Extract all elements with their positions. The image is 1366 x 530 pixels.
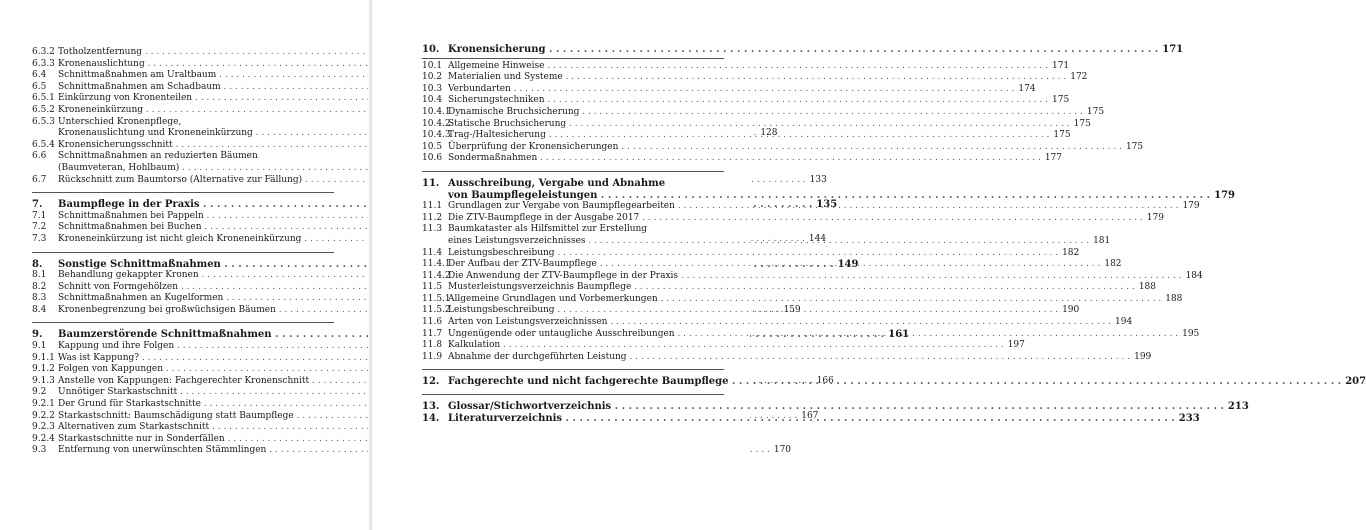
toc-entry [422,270,1203,283]
toc-entry-number: 6.6 [32,151,47,162]
toc-entry-page-number: 197 [1007,340,1025,351]
toc-entry-title: Schnitt von Formgehölzen . . . [58,282,682,294]
toc-entry-title: Baumpflege in der Praxis . . . [58,199,812,211]
toc-entry-page-number: 195 [1182,328,1200,339]
section-divider [32,322,334,323]
toc-entry [422,224,724,236]
toc-entry-number: 10.3 [422,83,443,94]
toc-entry [32,387,334,399]
toc-entry-page-number: 182 [1104,259,1122,270]
toc-entry [422,118,1091,131]
toc-entry [422,247,1080,260]
toc-entry [32,211,334,223]
toc-entry-number: 9.1.3 [32,375,55,386]
toc-entry-number: 11.9 [422,351,443,362]
toc-entry-title: Rückschnitt zum Baumtorso (Alternative zur Fällung) . . . [58,175,806,187]
toc-entry-page-number: 199 [1134,351,1152,362]
toc-entry-page-number: 179 [1214,189,1235,201]
toc-entry-title: Materialien und Systeme . . . [448,72,1066,84]
toc-entry-number: 6.5 [32,81,47,92]
toc-entry-number: 6.5.3 [32,116,55,127]
toc-entry-title: Glossar/Stichwortverzeichnis . . . [448,401,1224,413]
toc-entry-page-number: 181 [1093,235,1111,246]
section-divider [422,369,724,370]
toc-entry [422,72,1088,84]
toc-entry-number: 7. [32,199,43,211]
toc-entry-title: Schnittmaßnahmen bei Buchen . . . [58,222,705,234]
toc-entry-number: 9.2.1 [32,399,55,410]
toc-entry-page-number: 177 [1044,153,1062,164]
toc-entry-page-number: 161 [888,329,910,341]
toc-entry-page-number: 179 [1182,201,1200,212]
toc-entry [422,60,1070,73]
toc-entry [422,351,1152,364]
toc-entry-title: Totholzentfernung . . . [58,47,646,59]
toc-entry-title: Überprüfung der Kronensicherungen . . . [448,142,1122,154]
section-divider [422,58,724,59]
toc-entry-page-number: 207 [1345,376,1366,388]
toc-entry-title: Schnittmaßnahmen an reduzierten Bäumen [58,151,258,162]
toc-entry-number: 11.3 [422,224,443,235]
toc-entry [422,317,1133,329]
toc-entry-title: Ungenügende oder untaugliche Ausschreibungen . . . [448,329,1178,341]
toc-entry-title: Leistungsbeschreibung . . . [448,305,1058,317]
toc-entry [32,293,334,305]
toc-entry-number: 8.2 [32,281,47,292]
toc-entry-title: Kronensicherungsschnitt . . . [58,140,676,152]
toc-entry-number: 11.5.1 [422,293,451,304]
toc-entry-title: Unterschied Kronenpflege, [58,116,182,127]
toc-entry-number: 6.3.2 [32,47,55,57]
toc-entry-page-number: 170 [773,445,792,456]
toc-entry-page-number: 174 [1018,83,1036,94]
toc-entry [422,153,1062,165]
toc-entry-number: 11.5 [422,282,443,293]
toc-entry-title: Schnittmaßnahmen am Uraltbaum . . . [58,70,720,82]
toc-entry-number: 6.5.2 [32,104,55,115]
toc-entry-number: 7.3 [32,233,47,244]
toc-entry-title: Literaturverzeichnis . . . [448,413,1175,425]
toc-entry-number: 9.1.2 [32,364,55,375]
toc-entry-number: 8. [32,258,43,270]
toc-entry-title: Kronenauslichtung . . . [58,59,648,71]
toc-entry-title: Allgemeine Grundlagen und Vorbemerkungen . . . [448,294,1161,306]
toc-entry-number: 9.2.4 [32,433,55,444]
toc-entry-title: Alternativen zum Starkastschnitt . . . [58,422,713,434]
toc-chapter-entry [422,178,724,190]
toc-entry-page-number: 149 [837,258,859,270]
toc-entry-number: 14. [422,412,440,424]
toc-entry-number: 8.3 [32,293,47,304]
toc-entry-title: Sondermaßnahmen . . . [448,153,1041,165]
toc-entry-number: 6.5.1 [32,93,55,104]
toc-entry-number: 10.4.1 [422,106,451,117]
toc-entry-number: 6.4 [32,70,47,81]
toc-entry-title: Baumkataster als Hilfsmittel zur Erstellung [448,224,648,235]
toc-entry-title: Ausschreibung, Vergabe und Abnahme [448,177,666,189]
toc-entry-title: Statische Bruchsicherung . . . [448,119,1070,131]
toc-entry-number: 9. [32,329,43,341]
toc-entry [32,140,334,152]
toc-entry-title: Kronenauslichtung und Kroneneinkürzung . . . [58,128,756,140]
toc-entry-page-number: 171 [1051,60,1070,71]
toc-entry-title: Starkastschnitte nur in Sonderfällen . . . [58,434,728,446]
toc-entry-title: Allgemeine Hinweise . . . [448,61,1048,73]
toc-entry-page-number: 167 [801,410,819,421]
toc-entry-title: Was ist Kappung? . . . [58,353,643,365]
section-divider [422,171,724,172]
toc-entry-number: 11.8 [422,340,443,351]
toc-entry-title: Baumzerstörende Schnittmaßnahmen . . . [58,329,884,341]
toc-entry-page-number: 190 [1062,305,1080,316]
toc-entry [32,151,334,163]
toc-entry-page-number: 233 [1178,412,1200,424]
toc-entry-number: 11.4.1 [422,259,451,270]
toc-entry [32,364,334,376]
toc-entry-number: 11.2 [422,212,443,223]
toc-entry-number: 10.5 [422,141,443,152]
toc-chapter-entry [422,44,1184,56]
toc-entry [422,340,1025,352]
toc-entry-page-number: 184 [1185,270,1203,281]
toc-entry-title: Leistungsbeschreibung . . . [448,248,1058,260]
toc-entry-title: Fachgerechte und nicht fachgerechte Baumpflege . . . [448,376,1341,388]
toc-entry [32,59,334,71]
toc-entry-number: 10.4.2 [422,118,451,129]
toc-entry-number: 9.2.3 [32,422,55,433]
toc-entry-number: 13. [422,401,440,413]
toc-entry [32,399,334,411]
toc-entry-number: 11.6 [422,317,443,328]
toc-entry-page-number: 159 [783,304,801,315]
toc-entry-number: 8.4 [32,304,47,315]
toc-entry-title: Verbundarten . . . [448,84,1014,96]
toc-entry [422,106,1105,119]
toc-entry-title: Kappung und ihre Folgen . . . [58,341,678,353]
toc-entry [422,282,1157,294]
toc-entry [32,434,334,446]
toc-entry-number: 7.1 [32,210,47,221]
toc-entry-number: 10.2 [422,72,443,83]
toc-entry-title: Die ZTV-Baumpflege in der Ausgabe 2017 . . . [448,213,1143,225]
toc-entry [422,293,1183,306]
toc-entry-title: Kronensicherung . . . [448,44,1158,56]
toc-entry-title: von Baumpflegeleistungen . . . [448,190,1210,202]
toc-entry-number: 9.1.1 [32,352,55,363]
toc-entry [422,95,1070,107]
toc-entry-number: 11.1 [422,201,443,212]
toc-entry-title: Unnötiger Starkastschnitt . . . [58,387,681,399]
toc-entry-number: 10.4 [422,95,443,106]
toc-entry-number: 6.5.4 [32,139,55,150]
toc-entry-page-number: 175 [1125,141,1144,152]
toc-entry-title: Musterleistungsverzeichnis Baumpflege . . . [448,282,1135,294]
toc-entry-title: Abnahme der durchgeführten Leistung . . . [448,352,1130,364]
toc-entry-title: Sonstige Schnittmaßnahmen . . . [58,259,834,271]
toc-entry [32,282,334,294]
toc-entry-title: Schnittmaßnahmen an Kugelformen . . . [58,293,727,305]
toc-entry [32,270,334,282]
toc-entry-number: 11. [422,177,440,189]
toc-entry [32,163,334,175]
toc-entry-page-number: 175 [1073,118,1091,129]
toc-entry [422,83,1036,96]
toc-entry-title: Kalkulation . . . [448,340,1004,352]
toc-entry-title: Kronenbegrenzung bei großwüchsigen Bäumen . . . [58,305,779,317]
toc-entry-title: Dynamische Bruchsicherung . . . [448,107,1083,119]
toc-entry-title: Einkürzung von Kronenteilen . . . [58,93,696,105]
section-divider [32,252,334,253]
toc-entry-title: Arten von Leistungsverzeichnissen . . . [448,317,1111,329]
toc-entry-title: Die Anwendung der ZTV-Baumpflege in der Praxis . . . [448,271,1182,283]
toc-entry [32,82,334,94]
section-divider [32,192,334,193]
toc-entry-title: Kroneneinkürzung ist nicht gleich Kroneneinkürzung . . . [58,234,805,246]
toc-entry-number: 9.2 [32,387,47,398]
toc-entry-number: 6.7 [32,174,47,185]
toc-entry-title: eines Leistungsverzeichnisses . . . [448,236,1089,248]
toc-entry-title: Kroneneinkürzung . . . [58,105,647,117]
toc-chapter-entry [422,401,1249,413]
toc-entry-page-number: 175 [1086,106,1105,117]
toc-entry-number: 6.3.3 [32,58,55,69]
toc-entry [32,422,334,434]
toc-entry-number: 12. [422,376,440,388]
toc-entry-number: 10. [422,44,440,55]
toc-entry-number: 11.4.2 [422,270,451,281]
toc-entry [32,222,334,234]
toc-entry-number: 11.7 [422,328,443,339]
toc-entry [32,93,334,105]
toc-entry-title: Starkastschnitt: Baumschädigung statt Baumpflege . . . [58,411,797,423]
toc-entry [32,70,334,82]
toc-entry-title: Schnittmaßnahmen bei Pappeln . . . [58,211,707,223]
toc-entry-page-number: 175 [1053,130,1071,141]
toc-entry-title: Schnittmaßnahmen am Schadbaum . . . [58,82,724,94]
toc-entry [32,445,792,457]
section-divider [422,394,724,395]
toc-entry-page-number: 172 [1070,72,1088,83]
toc-entry-number: 9.2.2 [32,410,55,421]
toc-entry-page-number: 188 [1165,293,1183,304]
toc-entry-number: 9.3 [32,445,47,456]
toc-entry [32,47,334,59]
toc-entry-page-number: 179 [1146,212,1164,223]
toc-entry-page-number: 128 [760,128,778,139]
toc-entry-page-number: 133 [809,174,827,185]
toc-entry-number: 7.2 [32,222,47,233]
toc-entry-number: 10.4.3 [422,130,451,141]
toc-entry [32,353,334,365]
toc-entry-title: (Baumveteran, Hohlbaum) . . . [58,163,683,175]
toc-entry-page-number: 213 [1227,401,1249,413]
toc-entry [32,105,334,117]
toc-entry-page-number: 135 [816,199,838,211]
toc-entry-title: Behandlung gekappter Kronen . . . [58,270,702,282]
toc-entry-number: 11.4 [422,247,443,258]
toc-entry-title: Der Grund für Starkastschnitte . . . [58,399,704,411]
toc-entry-title: Grundlagen zur Vergabe von Baumpflegearbeiten . . . [448,201,1178,213]
toc-entry-page-number: 166 [816,375,834,386]
toc-entry-title: Entfernung von unerwünschten Stämmlingen . . . [58,445,770,457]
toc-entry-number: 10.1 [422,60,443,71]
toc-entry-number: 9.1 [32,341,47,352]
toc-entry [32,341,334,353]
toc-entry-page-number: 194 [1115,317,1133,328]
toc-entry-page-number: 144 [808,233,827,244]
toc-entry-title: Anstelle von Kappungen: Fachgerechter Kronenschnitt . . . [58,376,813,388]
toc-entry-page-number: 188 [1138,282,1157,293]
toc-entry-title: Sicherungstechniken . . . [448,95,1048,107]
toc-entry-number: 8.1 [32,270,47,281]
toc-entry-number: 10.6 [422,153,443,164]
toc-entry-title: Folgen von Kappungen . . . [58,364,667,376]
toc-entry-page-number: 171 [1162,44,1184,55]
toc-entry [422,212,1164,225]
toc-chapter-entry [422,189,1235,202]
toc-entry [422,141,1144,154]
toc-entry-title: Der Aufbau der ZTV-Baumpflege . . . [448,259,1100,271]
toc-entry-page-number: 182 [1062,247,1080,258]
toc-entry [32,117,334,129]
toc-entry-number: 11.5.2 [422,305,451,316]
toc-entry-page-number: 175 [1052,95,1070,106]
toc-entry-title: Trag-/Haltesicherung . . . [448,130,1049,142]
